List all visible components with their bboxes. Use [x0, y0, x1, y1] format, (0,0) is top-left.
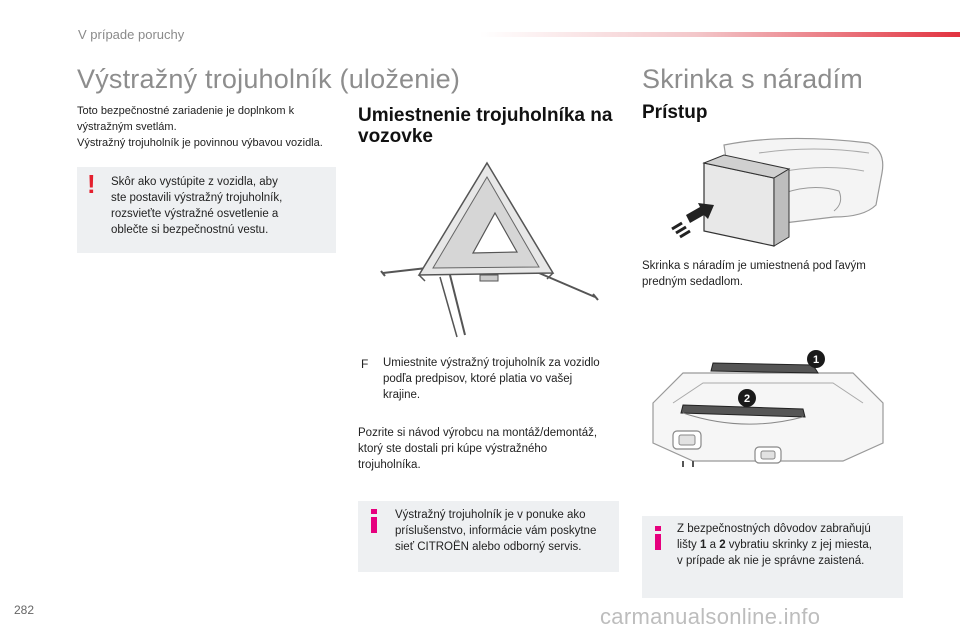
section-title-access: Prístup: [642, 102, 708, 123]
warning-line: ste postavili výstražný trojuholník,: [111, 192, 283, 204]
safety-line: lišty 1 a 2 vybratiu skrinky z jej miesta,: [677, 539, 872, 551]
toolbox-rails-illustration: [643, 343, 893, 473]
info-icon: [366, 509, 382, 533]
header-accent-bar: [480, 32, 960, 37]
callout-2-label: 2: [743, 393, 751, 405]
title-line: vozovke: [358, 126, 433, 147]
seat-toolbox-illustration: [664, 133, 894, 251]
callout-1-label: 1: [812, 354, 820, 366]
safety-line: v prípade ak nie je správne zaistená.: [677, 555, 865, 567]
warning-line: rozsvieťte výstražné osvetlenie a: [111, 208, 279, 220]
warning-text: [111, 174, 282, 238]
page-title-toolbox: Skrinka s náradím: [642, 64, 863, 94]
intro-line: Toto bezpečnostné zariadenie je doplnkom k: [77, 105, 295, 117]
toolbox-caption: [642, 258, 866, 290]
intro-text: [77, 103, 323, 151]
info-line: Výstražný trojuholník je v ponuke ako: [395, 509, 586, 521]
info-box-safety: [642, 516, 903, 598]
section-title-placement: [358, 105, 612, 147]
warning-box: [77, 167, 336, 253]
instruction-line: podľa predpisov, ktoré platia vo vašej: [383, 373, 573, 385]
instruction-line: Umiestnite výstražný trojuholník za vozidlo: [383, 357, 600, 369]
info-line: príslušenstvo, informácie vám poskytne: [395, 525, 597, 537]
note-line: Pozrite si návod výrobcu na montáž/demontáž,: [358, 427, 598, 439]
page-number: 282: [14, 603, 35, 617]
warning-exclamation-icon: !: [87, 169, 96, 199]
warning-line: Skôr ako vystúpite z vozidla, aby: [111, 176, 278, 188]
watermark: carmanualsonline.info: [600, 604, 821, 629]
intro-line: výstražným svetlám.: [77, 121, 177, 133]
info-icon: [650, 526, 666, 550]
placement-instruction: [383, 355, 600, 403]
caption-line: Skrinka s náradím je umiestnená pod ľavým: [642, 260, 866, 272]
bullet-checkbox-icon: F: [361, 357, 369, 371]
caption-line: predným sedadlom.: [642, 276, 743, 288]
title-line: Umiestnenie trojuholníka na: [358, 105, 613, 126]
warning-triangle-illustration: [365, 155, 615, 350]
info-text: [395, 507, 596, 555]
page-title-warning-triangle: Výstražný trojuholník (uloženie): [77, 64, 461, 94]
safety-info-text: [677, 521, 872, 569]
info-line: sieť CITROËN alebo odborný servis.: [395, 541, 582, 553]
note-line: ktorý ste dostali pri kúpe výstražného: [358, 443, 548, 455]
intro-line: Výstražný trojuholník je povinnou výbavou vozidla.: [77, 137, 323, 149]
instruction-line: krajine.: [383, 389, 421, 401]
warning-line: oblečte si bezpečnostnú vestu.: [111, 224, 269, 236]
note-line: trojuholníka.: [358, 459, 421, 471]
manufacturer-note: [358, 425, 597, 473]
section-header: V prípade poruchy: [78, 27, 185, 42]
safety-line: Z bezpečnostných dôvodov zabraňujú: [677, 523, 871, 535]
info-box-accessory: [358, 501, 619, 572]
